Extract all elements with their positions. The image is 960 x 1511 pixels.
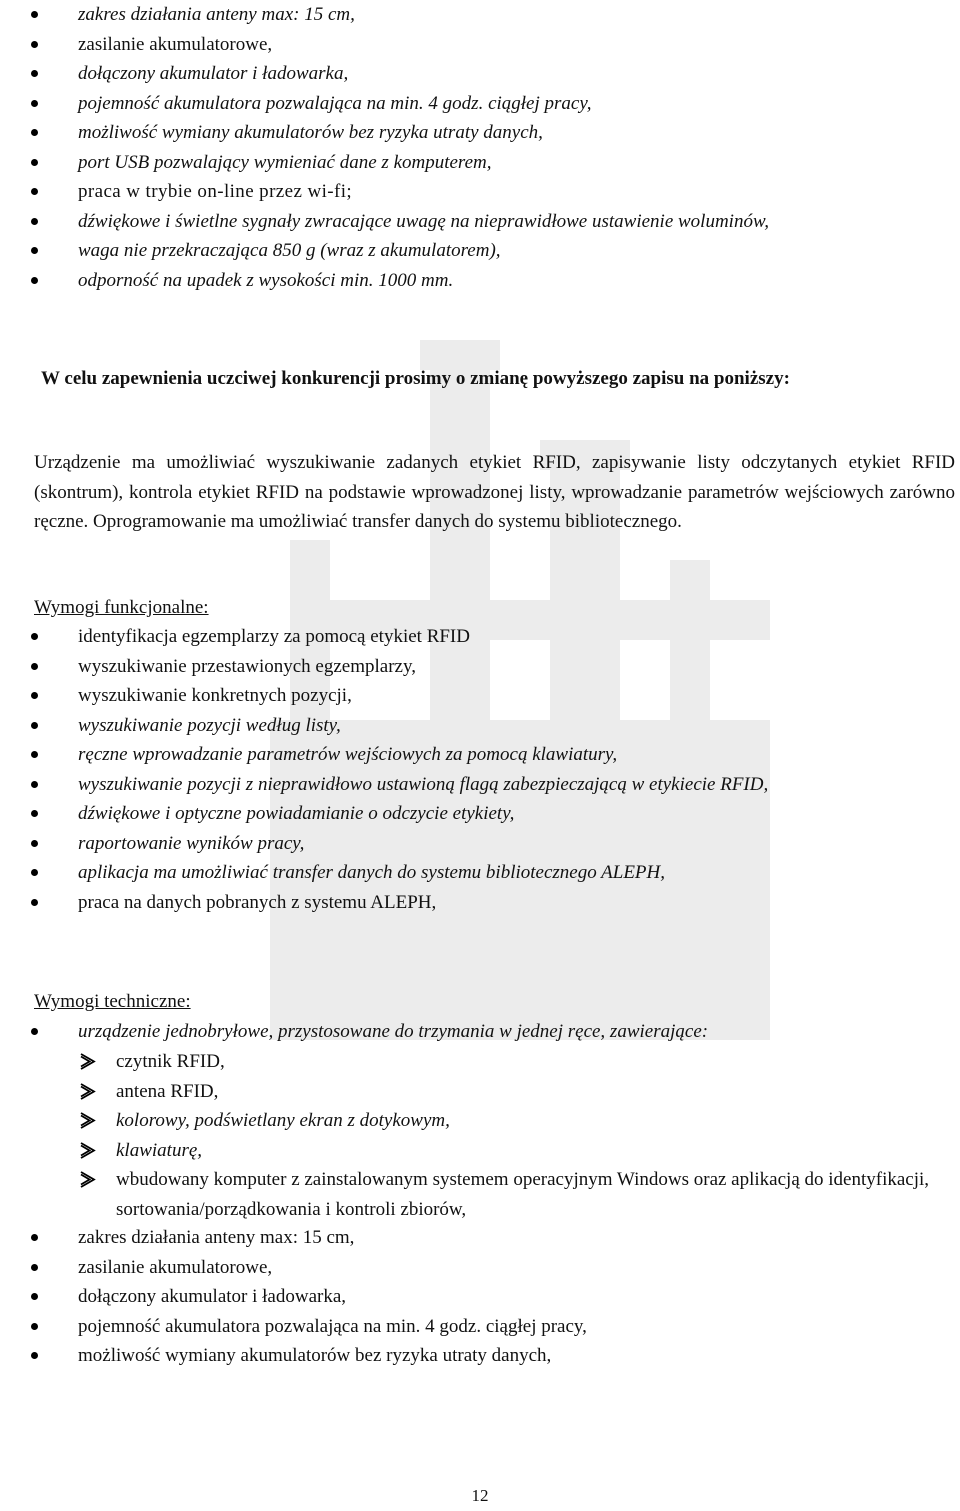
- list-item: wyszukiwanie przestawionych egzemplarzy,: [0, 652, 960, 682]
- technical-requirements-list: [0, 1017, 960, 1047]
- list-item: wyszukiwanie pozycji według listy,: [0, 711, 960, 741]
- bullet-icon: [31, 692, 38, 699]
- list-item: zasilanie akumulatorowe,: [0, 1253, 960, 1283]
- bullet-icon: [31, 1028, 38, 1035]
- bullet-icon: [31, 11, 38, 18]
- bullet-icon: [31, 840, 38, 847]
- list-item: możliwość wymiany akumulatorów bez ryzyka utraty danych,: [0, 118, 960, 148]
- bullet-icon: [31, 100, 38, 107]
- list-item: zasilanie akumulatorowe,: [0, 30, 960, 60]
- bullet-icon: [31, 1234, 38, 1241]
- list-item: możliwość wymiany akumulatorów bez ryzyka utraty danych,: [0, 1341, 960, 1371]
- arrowhead-bullet-icon: [78, 1165, 98, 1194]
- arrowhead-bullet-icon: [78, 1136, 98, 1165]
- bullet-icon: [31, 159, 38, 166]
- bullet-icon: [31, 663, 38, 670]
- bullet-icon: [31, 633, 38, 640]
- bullet-icon: [31, 1293, 38, 1300]
- list-item: wyszukiwanie konkretnych pozycji,: [0, 681, 960, 711]
- technical-components-list: [0, 1047, 960, 1224]
- top-bullet-list: [0, 0, 960, 295]
- bullet-icon: [31, 751, 38, 758]
- sub-list-item: klawiaturę,: [0, 1136, 960, 1166]
- list-item: praca w trybie on-line przez wi-fi;: [0, 177, 960, 207]
- bullet-icon: [31, 129, 38, 136]
- list-item: zakres działania anteny max: 15 cm,: [0, 1223, 960, 1253]
- list-item: waga nie przekraczająca 850 g (wraz z akumulatorem),: [0, 236, 960, 266]
- list-item: wyszukiwanie pozycji z nieprawidłowo ustawioną flagą zabezpieczającą w etykiecie RFID,: [0, 770, 960, 800]
- bullet-icon: [31, 277, 38, 284]
- page-number: 12: [471, 1486, 489, 1505]
- bullet-icon: [31, 899, 38, 906]
- bullet-icon: [31, 1352, 38, 1359]
- functional-requirements-list: [0, 622, 960, 917]
- list-item: aplikacja ma umożliwiać transfer danych do systemu bibliotecznego ALEPH,: [0, 858, 960, 888]
- list-item: identyfikacja egzemplarzy za pomocą etykiet RFID: [0, 622, 960, 652]
- bullet-icon: [31, 1264, 38, 1271]
- technical-requirements-list-continued: [0, 1223, 960, 1371]
- replacement-paragraph: Urządzenie ma umożliwiać wyszukiwanie zadanych etykiet RFID, zapisywanie listy odczytanych etykiet RFID (skontrum), kontrola etykiet RFID na podstawie wprowadzonej listy, wprowadzanie parametrów wejściowych zarówno ręczne. Oprogramowanie ma umożliwiać transfer danych do systemu bibliotecznego.: [34, 452, 955, 532]
- list-item: praca na danych pobranych z systemu ALEPH,: [0, 888, 960, 918]
- request-heading: W celu zapewnienia uczciwej konkurencji prosimy o zmianę powyższego zapisu na poniższy:: [41, 368, 790, 389]
- list-item: pojemność akumulatora pozwalająca na min. 4 godz. ciągłej pracy,: [0, 89, 960, 119]
- bullet-icon: [31, 781, 38, 788]
- bullet-icon: [31, 41, 38, 48]
- list-item: pojemność akumulatora pozwalająca na min. 4 godz. ciągłej pracy,: [0, 1312, 960, 1342]
- bullet-icon: [31, 247, 38, 254]
- bullet-icon: [31, 1323, 38, 1330]
- list-item: urządzenie jednobryłowe, przystosowane do trzymania w jednej ręce, zawierające:: [0, 1017, 960, 1047]
- list-item: raportowanie wyników pracy,: [0, 829, 960, 859]
- list-item: dołączony akumulator i ładowarka,: [0, 59, 960, 89]
- bullet-icon: [31, 70, 38, 77]
- bullet-icon: [31, 722, 38, 729]
- list-item: zakres działania anteny max: 15 cm,: [0, 0, 960, 30]
- list-item: ręczne wprowadzanie parametrów wejściowych za pomocą klawiatury,: [0, 740, 960, 770]
- list-item: odporność na upadek z wysokości min. 1000 mm.: [0, 266, 960, 296]
- bullet-icon: [31, 869, 38, 876]
- sub-list-item: wbudowany komputer z zainstalowanym systemem operacyjnym Windows oraz aplikacją do identyfikacji, sortowania/porządkowania i kontroli zbiorów,: [0, 1165, 960, 1224]
- arrowhead-bullet-icon: [78, 1047, 98, 1076]
- bullet-icon: [31, 810, 38, 817]
- list-item: dźwiękowe i świetlne sygnały zwracające uwagę na nieprawidłowe ustawienie woluminów,: [0, 207, 960, 237]
- bullet-icon: [31, 218, 38, 225]
- arrowhead-bullet-icon: [78, 1077, 98, 1106]
- list-item: port USB pozwalający wymieniać dane z komputerem,: [0, 148, 960, 178]
- sub-list-item: czytnik RFID,: [0, 1047, 960, 1077]
- bullet-icon: [31, 188, 38, 195]
- arrowhead-bullet-icon: [78, 1106, 98, 1135]
- functional-requirements-title: Wymogi funkcjonalne:: [34, 597, 209, 618]
- list-item: dźwiękowe i optyczne powiadamianie o odczycie etykiety,: [0, 799, 960, 829]
- sub-list-item: antena RFID,: [0, 1077, 960, 1107]
- technical-requirements-title: Wymogi techniczne:: [34, 991, 191, 1012]
- list-item: dołączony akumulator i ładowarka,: [0, 1282, 960, 1312]
- sub-list-item: kolorowy, podświetlany ekran z dotykowym,: [0, 1106, 960, 1136]
